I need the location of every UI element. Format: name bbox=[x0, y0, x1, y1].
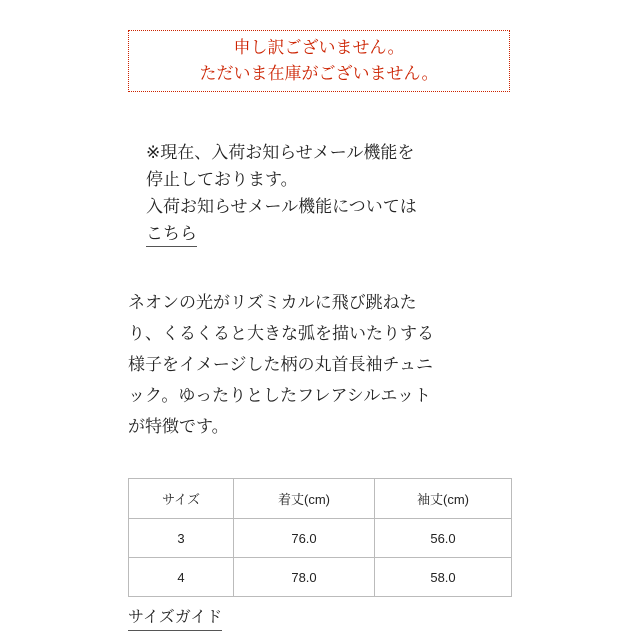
cell-length: 76.0 bbox=[234, 519, 375, 558]
cell-sleeve: 58.0 bbox=[375, 558, 512, 597]
notice-line-1: ※現在、入荷お知らせメール機能を bbox=[146, 143, 415, 163]
size-guide-link[interactable]: サイズガイド bbox=[128, 606, 222, 631]
header-length: 着丈(cm) bbox=[234, 479, 375, 519]
size-table-header-row bbox=[129, 479, 512, 519]
cell-length: 78.0 bbox=[234, 558, 375, 597]
soldout-line-2: ただいま在庫がございません。 bbox=[199, 64, 439, 84]
size-table bbox=[128, 478, 512, 597]
restock-info-link[interactable]: こちら bbox=[146, 224, 197, 247]
cell-size: 3 bbox=[129, 519, 234, 558]
cell-size: 4 bbox=[129, 558, 234, 597]
description-line: ネオンの光がリズミカルに飛び跳ねた bbox=[128, 293, 417, 313]
description-line: ック。ゆったりとしたフレアシルエット bbox=[128, 386, 432, 406]
description-line: り、くるくると大きな弧を描いたりする bbox=[128, 324, 434, 344]
table-row bbox=[129, 558, 512, 597]
soldout-notice bbox=[128, 30, 510, 92]
cell-sleeve: 56.0 bbox=[375, 519, 512, 558]
header-size: サイズ bbox=[129, 479, 234, 519]
product-description bbox=[128, 288, 528, 443]
description-line: が特徴です。 bbox=[128, 417, 229, 437]
table-row bbox=[129, 519, 512, 558]
notice-line-2: 停止しております。 bbox=[146, 170, 298, 190]
restock-notice bbox=[146, 140, 526, 248]
soldout-line-1: 申し訳ございません。 bbox=[233, 38, 405, 58]
description-line: 様子をイメージした柄の丸首長袖チュニ bbox=[128, 355, 433, 375]
header-sleeve: 袖丈(cm) bbox=[375, 479, 512, 519]
notice-line-3: 入荷お知らせメール機能については bbox=[146, 197, 417, 217]
notice-link-line bbox=[146, 221, 526, 248]
